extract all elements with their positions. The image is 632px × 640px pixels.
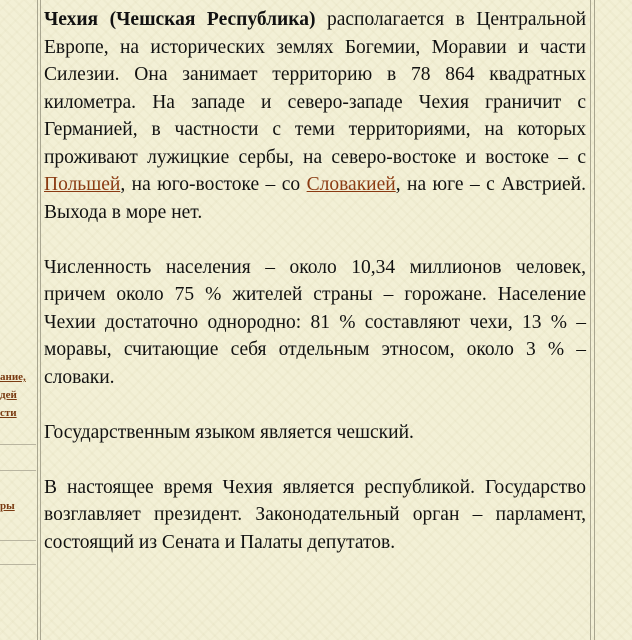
left-column-border — [37, 0, 38, 640]
content-left-border — [40, 0, 41, 640]
link-poland[interactable]: Польшей — [44, 174, 121, 195]
sidebar-divider — [0, 470, 36, 471]
paragraph-population: Численность населения – около 10,34 миллионов человек, причем около 75 % жителей страны – горожане. Население Чехии достаточно однородно: 81 % составляют чехи, 13 % – моравы, считающие себя отдельным этносом, около 3 % – словаки. — [44, 256, 586, 388]
paragraph-text: , на юге – с Австрией. Выхода в море нет. — [44, 174, 586, 223]
link-slovakia[interactable]: Словакией — [306, 174, 396, 195]
sidebar-link-3[interactable]: сти — [0, 407, 17, 419]
right-column-border — [594, 0, 595, 640]
country-name: Чехия (Чешская Республика) — [44, 9, 316, 30]
sidebar-link-2[interactable]: дей — [0, 389, 17, 401]
paragraph-text: располагается в Центральной Европе, на исторических землях Богемии, Моравии и части Силезии. Она занимает территорию в 78 864 квадратных километра. На западе и северо-западе Чехия граничит с Германией, в частности с теми территориями, на которых проживают лужицкие сербы, на северо-востоке и востоке – с — [44, 9, 587, 168]
left-sidebar — [0, 0, 36, 640]
paragraph-geography — [44, 6, 586, 226]
sidebar-divider — [0, 444, 36, 445]
sidebar-link-4[interactable]: ры — [0, 500, 15, 512]
sidebar-divider — [0, 540, 36, 541]
sidebar-divider — [0, 564, 36, 565]
sidebar-link-1[interactable]: ание, — [0, 371, 26, 383]
article-body — [44, 6, 586, 584]
content-right-border — [590, 0, 591, 640]
paragraph-government: В настоящее время Чехия является республикой. Государство возглавляет президент. Законодательный орган – парламент, состоящий из Сената и Палаты депутатов. — [44, 476, 586, 553]
paragraph-text: , на юго-востоке – со — [120, 174, 307, 195]
paragraph-language: Государственным языком является чешский. — [44, 421, 414, 443]
